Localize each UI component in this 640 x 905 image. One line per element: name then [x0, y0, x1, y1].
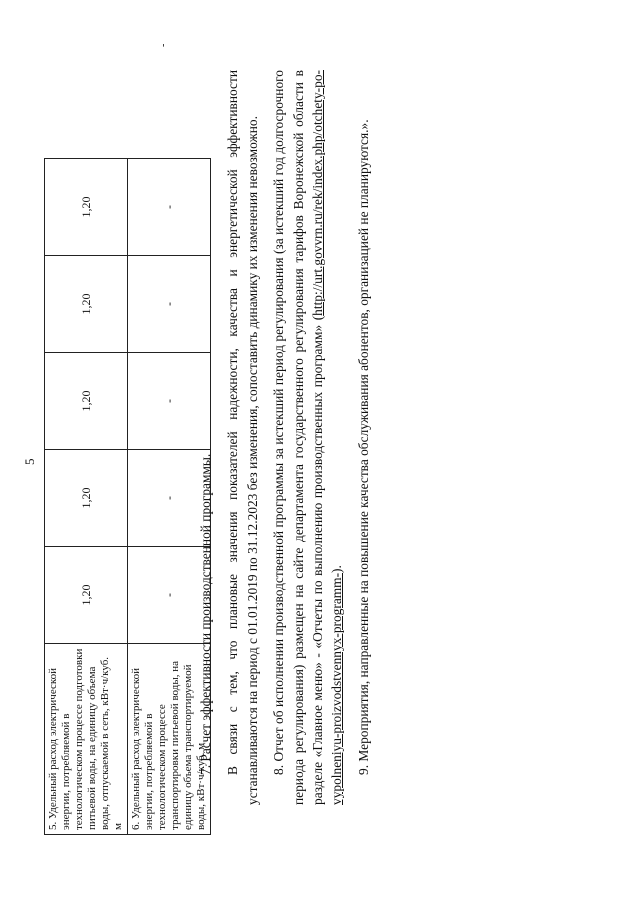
- page-number: 5: [22, 458, 37, 465]
- table-cell: -: [128, 159, 211, 256]
- table-cell: -: [128, 256, 211, 353]
- table-cell: -: [128, 450, 211, 547]
- table-cell: 1,20: [45, 547, 128, 644]
- section7-heading: 7. Расчет эффективности производственной программы.: [198, 453, 213, 775]
- table-row: [45, 159, 128, 835]
- stray-mark: -: [158, 43, 169, 47]
- energy-table: [44, 158, 211, 835]
- section9-paragraph: 9. Мероприятия, направленные на повышение качества обслуживания абонентов, организацией не планируются.».: [355, 119, 371, 775]
- table-cell: -: [128, 353, 211, 450]
- table-cell: 1,20: [45, 353, 128, 450]
- table-cell: 1,20: [45, 256, 128, 353]
- section8-text: 8. Отчет об исполнении производственной программы за истекший период регулирования (за истекший год долгосрочного периода регулирования) размещен на сайте департамента государственного регулирования тарифов Воронежской области в разделе «Главное меню» - «Отчеты по выполнению производственных программ» (: [271, 70, 326, 805]
- section8-link[interactable]: http://urt.govvrn.ru/rek/index.php/otchety-po-vypolneniyu-proizvodstvennyx-programm-: [310, 70, 345, 805]
- row-label: 6. Удельный расход электрической энергии, потребляемой в технологическом процессе транспортировки питьевой воды, на единицу объема транспортируемой воды, кВт·ч/куб. м: [128, 644, 211, 835]
- body-text: [196, 70, 373, 805]
- section8-text-end: ).: [329, 565, 345, 573]
- section8-paragraph: [269, 70, 347, 805]
- table-cell: -: [128, 547, 211, 644]
- table-cell: 1,20: [45, 159, 128, 256]
- row-label: 5. Удельный расход электрической энергии, потребляемой в технологическом процессе подготовки питьевой воды, на единицу объема воды, отпускаемой в сеть, кВт·ч/куб. м: [45, 644, 128, 835]
- table-cell: 1,20: [45, 450, 128, 547]
- section7-paragraph: В связи с тем, что плановые значения показателей надежности, качества и энергетической эффективности устанавливаются на период с 01.01.2019 по 31.12.2023 без изменения, сопоставить динамику их изменения невозможно.: [225, 70, 260, 805]
